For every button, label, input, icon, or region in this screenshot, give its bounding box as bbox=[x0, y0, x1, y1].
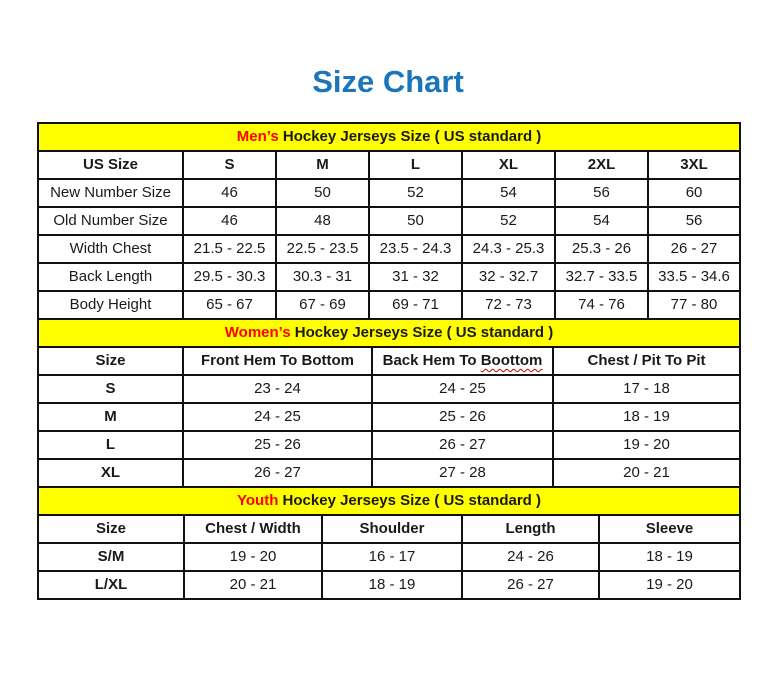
table-cell: 48 bbox=[276, 207, 369, 235]
table-cell: 19 - 20 bbox=[184, 543, 322, 571]
row-label: L bbox=[38, 431, 183, 459]
table-cell: 32 - 32.7 bbox=[462, 263, 555, 291]
table-cell: 69 - 71 bbox=[369, 291, 462, 319]
table-cell: 26 - 27 bbox=[183, 459, 372, 487]
mens-size-table bbox=[37, 122, 741, 320]
table-cell: 18 - 19 bbox=[322, 571, 462, 599]
column-header: Front Hem To Bottom bbox=[183, 347, 372, 375]
table-row bbox=[38, 487, 740, 515]
table-cell: 50 bbox=[276, 179, 369, 207]
row-label: Old Number Size bbox=[38, 207, 183, 235]
table-row bbox=[38, 459, 740, 487]
row-label: Width Chest bbox=[38, 235, 183, 263]
table-cell: 20 - 21 bbox=[553, 459, 740, 487]
column-header-text: Back Hem To bbox=[382, 351, 481, 369]
column-header: Sleeve bbox=[599, 515, 740, 543]
table-cell: 16 - 17 bbox=[322, 543, 462, 571]
youth-section-rest: Hockey Jerseys Size ( US standard ) bbox=[278, 491, 541, 509]
table-cell: 46 bbox=[183, 179, 276, 207]
table-cell: 24 - 26 bbox=[462, 543, 599, 571]
page-title: Size Chart bbox=[312, 64, 464, 99]
table-row bbox=[38, 263, 740, 291]
table-cell: 29.5 - 30.3 bbox=[183, 263, 276, 291]
table-cell: 52 bbox=[369, 179, 462, 207]
size-chart-tables bbox=[37, 122, 739, 600]
table-row bbox=[38, 403, 740, 431]
table-cell: 24 - 25 bbox=[372, 375, 553, 403]
column-header: S bbox=[183, 151, 276, 179]
column-header: Chest / Width bbox=[184, 515, 322, 543]
table-row bbox=[38, 375, 740, 403]
table-cell: 30.3 - 31 bbox=[276, 263, 369, 291]
youth-size-table bbox=[37, 486, 741, 600]
column-header: L bbox=[369, 151, 462, 179]
column-header: Chest / Pit To Pit bbox=[553, 347, 740, 375]
row-label: Body Height bbox=[38, 291, 183, 319]
row-label: XL bbox=[38, 459, 183, 487]
column-header: M bbox=[276, 151, 369, 179]
table-cell: 25 - 26 bbox=[372, 403, 553, 431]
table-cell: 26 - 27 bbox=[462, 571, 599, 599]
table-row bbox=[38, 571, 740, 599]
table-row bbox=[38, 515, 740, 543]
row-label: S/M bbox=[38, 543, 184, 571]
table-cell: 72 - 73 bbox=[462, 291, 555, 319]
womens-size-table bbox=[37, 318, 741, 488]
table-cell: 56 bbox=[555, 179, 648, 207]
table-cell: 19 - 20 bbox=[599, 571, 740, 599]
table-row bbox=[38, 179, 740, 207]
table-cell: 54 bbox=[462, 179, 555, 207]
table-cell: 33.5 - 34.6 bbox=[648, 263, 740, 291]
table-cell: 19 - 20 bbox=[553, 431, 740, 459]
row-label: S bbox=[38, 375, 183, 403]
column-header: 3XL bbox=[648, 151, 740, 179]
table-row bbox=[38, 431, 740, 459]
table-cell: 20 - 21 bbox=[184, 571, 322, 599]
table-cell: 50 bbox=[369, 207, 462, 235]
row-label: M bbox=[38, 403, 183, 431]
table-row bbox=[38, 123, 740, 151]
table-row bbox=[38, 207, 740, 235]
table-cell: 18 - 19 bbox=[599, 543, 740, 571]
table-cell: 18 - 19 bbox=[553, 403, 740, 431]
table-cell: 56 bbox=[648, 207, 740, 235]
table-cell: 77 - 80 bbox=[648, 291, 740, 319]
table-row bbox=[38, 543, 740, 571]
column-header: 2XL bbox=[555, 151, 648, 179]
mens-section-title bbox=[38, 123, 740, 151]
column-header: Size bbox=[38, 515, 184, 543]
row-label: New Number Size bbox=[38, 179, 183, 207]
table-row bbox=[38, 291, 740, 319]
table-cell: 26 - 27 bbox=[372, 431, 553, 459]
youth-section-title bbox=[38, 487, 740, 515]
table-cell: 74 - 76 bbox=[555, 291, 648, 319]
womens-section-title bbox=[38, 319, 740, 347]
table-cell: 46 bbox=[183, 207, 276, 235]
column-header: XL bbox=[462, 151, 555, 179]
column-header: Size bbox=[38, 347, 183, 375]
table-row bbox=[38, 347, 740, 375]
table-cell: 26 - 27 bbox=[648, 235, 740, 263]
table-row bbox=[38, 235, 740, 263]
table-cell: 67 - 69 bbox=[276, 291, 369, 319]
table-cell: 32.7 - 33.5 bbox=[555, 263, 648, 291]
column-header bbox=[372, 347, 553, 375]
row-label: L/XL bbox=[38, 571, 184, 599]
table-cell: 17 - 18 bbox=[553, 375, 740, 403]
table-cell: 23.5 - 24.3 bbox=[369, 235, 462, 263]
table-cell: 54 bbox=[555, 207, 648, 235]
womens-section-rest: Hockey Jerseys Size ( US standard ) bbox=[290, 323, 554, 341]
table-cell: 25 - 26 bbox=[183, 431, 372, 459]
misspelled-word: Boottom bbox=[480, 351, 543, 369]
mens-section-highlight: Men’s bbox=[236, 127, 279, 145]
table-cell: 27 - 28 bbox=[372, 459, 553, 487]
table-cell: 60 bbox=[648, 179, 740, 207]
column-header: US Size bbox=[38, 151, 183, 179]
table-cell: 52 bbox=[462, 207, 555, 235]
table-cell: 21.5 - 22.5 bbox=[183, 235, 276, 263]
youth-section-highlight: Youth bbox=[237, 491, 279, 509]
table-cell: 25.3 - 26 bbox=[555, 235, 648, 263]
womens-section-highlight: Women’s bbox=[224, 323, 291, 341]
table-cell: 31 - 32 bbox=[369, 263, 462, 291]
row-label: Back Length bbox=[38, 263, 183, 291]
mens-section-rest: Hockey Jerseys Size ( US standard ) bbox=[278, 127, 542, 145]
table-cell: 22.5 - 23.5 bbox=[276, 235, 369, 263]
table-row bbox=[38, 151, 740, 179]
table-cell: 23 - 24 bbox=[183, 375, 372, 403]
table-row bbox=[38, 319, 740, 347]
column-header: Length bbox=[462, 515, 599, 543]
table-cell: 65 - 67 bbox=[183, 291, 276, 319]
table-cell: 24 - 25 bbox=[183, 403, 372, 431]
table-cell: 24.3 - 25.3 bbox=[462, 235, 555, 263]
column-header: Shoulder bbox=[322, 515, 462, 543]
